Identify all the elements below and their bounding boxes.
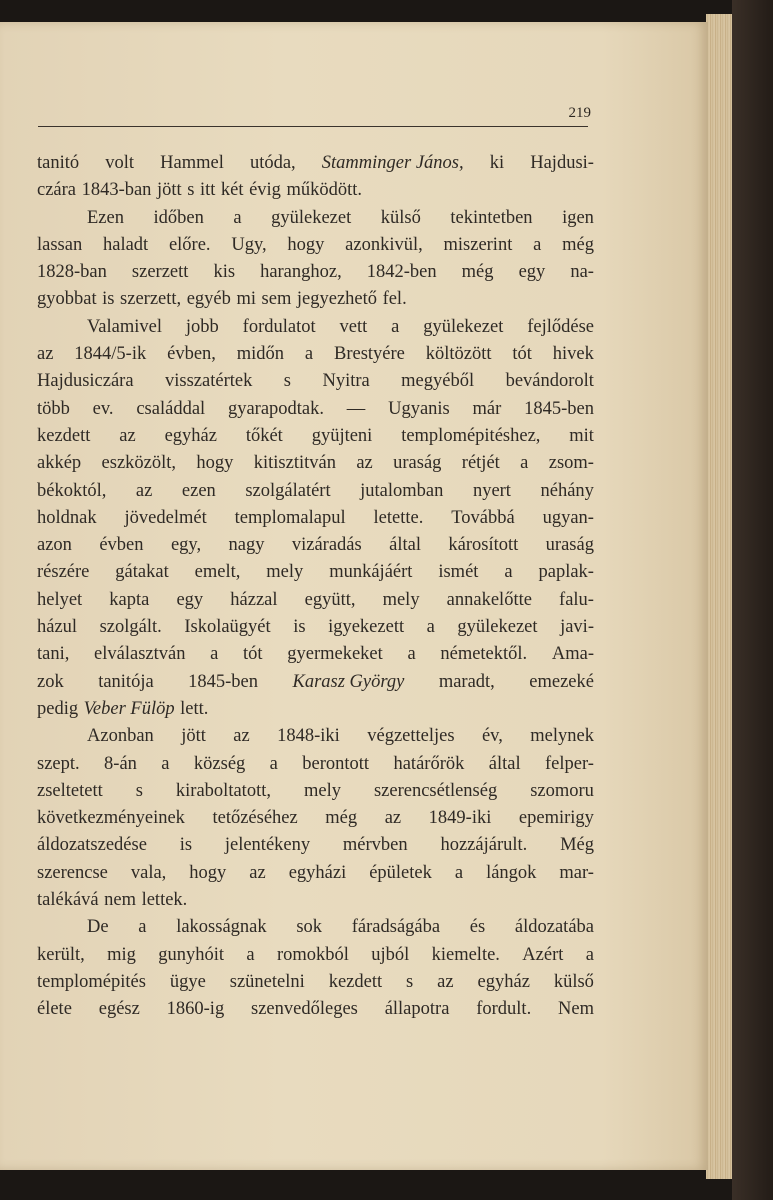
text-line: [37, 532, 594, 559]
word: felper-: [544, 753, 594, 774]
word: mérvben: [342, 835, 408, 856]
word: zsom-: [548, 453, 594, 474]
word: gyülekezet: [423, 316, 504, 337]
word: gyobbat: [37, 289, 97, 310]
word: szomoru: [530, 780, 594, 801]
word: évben: [99, 535, 144, 556]
word: is: [102, 289, 115, 310]
word: élete: [37, 999, 72, 1020]
text-line: [37, 259, 594, 286]
word: ezen: [181, 480, 216, 501]
word: megyéből: [401, 371, 475, 392]
word: zseltetett: [37, 780, 103, 801]
word: a: [304, 344, 314, 365]
word: nagy: [228, 535, 265, 556]
word: gyülekezet: [457, 617, 538, 638]
word: egyház: [477, 971, 530, 992]
word: egyéb: [186, 289, 231, 310]
word: szenvedőleges: [251, 999, 358, 1020]
word: tanitó: [37, 153, 80, 173]
text-line: [37, 942, 594, 969]
word: lassan: [37, 234, 83, 255]
word: tót: [512, 344, 532, 365]
word: hogy: [287, 234, 325, 255]
word: hivek: [552, 344, 594, 365]
word: falu-: [559, 589, 594, 610]
word: egy,: [170, 535, 202, 556]
word: a: [210, 644, 219, 665]
word: egyház: [164, 425, 217, 446]
word: fordulatot: [242, 316, 316, 337]
word: s: [187, 180, 195, 201]
word: jött: [181, 726, 206, 747]
word: midőn: [236, 344, 285, 365]
word: helyet: [37, 589, 83, 610]
word: Azért: [522, 944, 564, 965]
word: szolgált.: [99, 617, 162, 638]
text-line: [37, 778, 594, 805]
word: a: [533, 234, 542, 255]
text-line: [37, 450, 594, 477]
word: a: [246, 944, 255, 965]
word: házul: [37, 617, 78, 638]
word: Még: [560, 835, 594, 856]
word: a: [138, 917, 147, 938]
text-line: [37, 969, 594, 996]
word: Hajdusiczára: [37, 371, 134, 392]
word: mely: [266, 562, 304, 583]
word: a: [161, 753, 170, 774]
word: állapotra: [384, 999, 450, 1020]
word: még: [562, 234, 594, 255]
word: ev.: [92, 398, 114, 419]
word: kiemelte.: [431, 944, 500, 965]
text-line: [37, 723, 594, 750]
word: pedig: [37, 698, 79, 719]
word: szünetelni: [229, 971, 305, 992]
word: ügye: [169, 971, 206, 992]
word: az: [37, 344, 54, 365]
word: tőkét: [245, 425, 283, 446]
word: Nyitra: [322, 371, 370, 392]
word: már: [472, 398, 502, 419]
word: szerencsétlenség: [373, 780, 498, 801]
word: mely: [382, 589, 420, 610]
word: időben: [153, 207, 204, 228]
word: akkép: [37, 453, 82, 474]
word: mi: [236, 289, 256, 310]
text-line: [37, 368, 594, 395]
word: Ugy,: [231, 234, 267, 255]
word: romokból: [276, 944, 349, 965]
word: 1843-ban: [81, 180, 152, 201]
word: még: [461, 262, 494, 283]
word: előre.: [168, 234, 211, 255]
word: is: [179, 835, 193, 856]
word: évig: [249, 180, 281, 201]
word: letette.: [373, 507, 424, 528]
book-binding: [732, 0, 773, 1200]
word: szerzett,: [120, 289, 182, 310]
word: gyermekeket: [287, 644, 383, 665]
word: szept.: [37, 753, 80, 774]
word: utóda,: [249, 153, 296, 173]
word: maradt,: [438, 671, 495, 692]
word: emezeké: [529, 671, 594, 692]
word: jutalomban: [360, 480, 444, 501]
word: végzetteljes: [367, 726, 455, 747]
text-line: [37, 887, 594, 914]
text-line: [37, 696, 594, 723]
word: gátakat: [115, 562, 169, 583]
word: azonkivül,: [345, 234, 423, 255]
text-line: [37, 832, 594, 859]
word: Ugyanis: [388, 398, 450, 419]
word: szerencse: [37, 862, 108, 883]
word: vala,: [130, 862, 167, 883]
word: családdal: [136, 398, 206, 419]
word: és: [469, 917, 486, 938]
word: néhány: [540, 480, 594, 501]
word: a: [407, 644, 416, 665]
word: részére: [37, 562, 90, 583]
word: két: [220, 180, 244, 201]
word: s: [135, 780, 143, 801]
word: fáradságába: [351, 917, 441, 938]
word: na-: [570, 262, 594, 283]
word: az: [356, 453, 373, 474]
word: kapta: [109, 589, 150, 610]
word: Továbbá: [451, 507, 515, 528]
word: kitisztitván: [253, 453, 336, 474]
word: Iskolaügyét: [184, 617, 271, 638]
word: volt: [105, 153, 135, 173]
word: igyekezett: [328, 617, 405, 638]
word: az: [437, 971, 454, 992]
word: lángok: [486, 862, 537, 883]
word: által: [389, 535, 421, 556]
word: ujból: [371, 944, 410, 965]
word: mely: [303, 780, 341, 801]
word: a: [454, 862, 464, 883]
word: 8-án: [104, 753, 137, 774]
text-line: [37, 587, 594, 614]
word: ugyan-: [542, 507, 594, 528]
word: külső: [380, 207, 421, 228]
word: —: [346, 398, 366, 419]
word: tani,: [37, 644, 70, 665]
word: következményeinek: [37, 808, 185, 829]
word: templomépitéshez,: [401, 425, 541, 446]
word: költözött: [425, 344, 492, 365]
word: templomalapul: [234, 507, 346, 528]
word: a: [233, 207, 242, 228]
text-line: [37, 614, 594, 641]
word: házzal: [230, 589, 278, 610]
word: Veber Fülöp: [83, 698, 175, 719]
page-edge: [706, 14, 732, 1179]
word: uraság: [393, 453, 442, 474]
word: zok: [37, 671, 64, 692]
word: annakelőtte: [446, 589, 532, 610]
word: tetőzéséhez: [212, 808, 298, 829]
word: elválasztván: [94, 644, 186, 665]
word: több: [37, 398, 70, 419]
word: 1828-ban: [37, 262, 107, 283]
word: ismét: [438, 562, 479, 583]
word: Ezen: [87, 207, 124, 228]
header-rule: [38, 126, 588, 127]
word: 1860-ig: [166, 999, 225, 1020]
word: nyert: [472, 480, 511, 501]
word: bevándorolt: [505, 371, 594, 392]
word: lakosságnak: [176, 917, 267, 938]
word: együtt,: [304, 589, 356, 610]
text-line: [37, 423, 594, 450]
text-line: [37, 232, 594, 259]
word: a: [391, 316, 400, 337]
word: év,: [481, 726, 503, 747]
word: békoktól,: [37, 480, 107, 501]
text-line: [37, 314, 594, 341]
word: fejlődése: [527, 316, 594, 337]
word: hogy: [189, 862, 227, 883]
word: czára: [37, 180, 77, 201]
word: templomépités: [37, 971, 146, 992]
word: szerzett: [131, 262, 189, 283]
word: 1849-iki: [428, 808, 492, 829]
word: paplak-: [538, 562, 594, 583]
word: az: [119, 425, 136, 446]
word: egy: [518, 262, 546, 283]
word: a: [520, 453, 529, 474]
word: is: [293, 617, 306, 638]
word: gyülekezet: [271, 207, 352, 228]
word: még: [325, 808, 358, 829]
word: mar-: [559, 862, 594, 883]
word: rétjét: [461, 453, 500, 474]
word: nem: [104, 890, 137, 911]
word: emelt,: [194, 562, 241, 583]
word: 1845-ben: [524, 398, 594, 419]
word: 1845-ben: [188, 671, 259, 692]
word: jobb: [185, 316, 219, 337]
word: fel.: [382, 289, 407, 310]
word: Brestyére: [334, 344, 405, 365]
word: De: [87, 917, 109, 938]
word: hozzájárult.: [440, 835, 528, 856]
word: az: [384, 808, 402, 829]
word: sok: [296, 917, 323, 938]
word: igen: [562, 207, 594, 228]
word: kis: [213, 262, 236, 283]
text-line: [37, 396, 594, 423]
text-line: [37, 669, 594, 696]
word: által: [488, 753, 521, 774]
word: epemirigy: [518, 808, 594, 829]
word: külső: [553, 971, 594, 992]
word: fordult.: [476, 999, 532, 1020]
word: javi-: [560, 617, 594, 638]
word: munkájáért: [329, 562, 413, 583]
word: vizáradás: [291, 535, 362, 556]
word: lettek.: [141, 890, 188, 911]
word: jelentékeny: [224, 835, 311, 856]
word: hogy: [196, 453, 234, 474]
word: Nem: [558, 999, 594, 1020]
word: 1844/5-ik: [74, 344, 147, 365]
text-line: [37, 805, 594, 832]
word: károsított: [448, 535, 519, 556]
text-line: [37, 150, 594, 177]
word: áldozatába: [514, 917, 594, 938]
word: az: [249, 862, 266, 883]
word: jegyezhető: [296, 289, 378, 310]
word: tekintetben: [450, 207, 533, 228]
word: tót: [243, 644, 263, 665]
word: jövedelmét: [124, 507, 207, 528]
word: 1848-iki: [277, 726, 340, 747]
text-line: [37, 341, 594, 368]
word: egész: [98, 999, 140, 1020]
word: Hammel: [160, 153, 224, 173]
word: került,: [37, 944, 85, 965]
word: s: [283, 371, 291, 392]
word: kiraboltatott,: [175, 780, 271, 801]
word: talékává: [37, 890, 99, 911]
word: Stamminger János,: [321, 153, 464, 173]
word: itt: [199, 180, 216, 201]
word: holdnak: [37, 507, 97, 528]
word: s: [406, 971, 414, 992]
text-line: [37, 478, 594, 505]
word: haranghoz,: [260, 262, 342, 283]
word: Hajdusi-: [530, 153, 594, 173]
word: melynek: [530, 726, 594, 747]
word: határőrök: [393, 753, 465, 774]
word: németektől.: [440, 644, 528, 665]
word: az: [233, 726, 250, 747]
word: Ama-: [551, 644, 594, 665]
word: szolgálatért: [245, 480, 331, 501]
text-line: [37, 860, 594, 887]
word: miszerint: [443, 234, 513, 255]
page-number: 219: [568, 105, 591, 121]
word: működött.: [286, 180, 363, 201]
word: kezdett: [328, 971, 383, 992]
word: vett: [339, 316, 368, 337]
word: mit: [569, 425, 594, 446]
text-line: [37, 177, 594, 204]
word: visszatértek: [165, 371, 253, 392]
word: berontott: [302, 753, 370, 774]
word: eszközölt,: [101, 453, 177, 474]
word: Azonban: [87, 726, 154, 747]
text-line: [37, 641, 594, 668]
word: gunyhóit: [158, 944, 225, 965]
body-text: [37, 150, 594, 1024]
word: lett.: [180, 698, 209, 719]
word: azon: [37, 535, 72, 556]
text-line: [37, 505, 594, 532]
text-line: [37, 205, 594, 232]
word: uraság: [545, 535, 594, 556]
word: kezdett: [37, 425, 91, 446]
text-line: [37, 751, 594, 778]
word: 1842-ben: [366, 262, 437, 283]
word: Karasz György: [292, 671, 405, 692]
word: egyházi: [288, 862, 347, 883]
word: Valamivel: [87, 316, 163, 337]
text-line: [37, 286, 594, 313]
word: az: [135, 480, 153, 501]
word: gyüjteni: [311, 425, 373, 446]
word: a: [426, 617, 435, 638]
word: sem: [261, 289, 292, 310]
word: haladt: [102, 234, 149, 255]
word: gyarapodtak.: [227, 398, 325, 419]
word: épületek: [369, 862, 432, 883]
text-line: [37, 996, 594, 1023]
word: egy: [176, 589, 204, 610]
word: a: [504, 562, 513, 583]
text-line: [37, 914, 594, 941]
word: tanitója: [98, 671, 154, 692]
word: áldozatszedése: [37, 835, 147, 856]
word: évben,: [167, 344, 216, 365]
word: mig: [107, 944, 136, 965]
word: község: [193, 753, 246, 774]
word: a: [585, 944, 594, 965]
text-line: [37, 559, 594, 586]
word: ki: [489, 153, 505, 173]
word: jött: [156, 180, 182, 201]
word: a: [269, 753, 278, 774]
